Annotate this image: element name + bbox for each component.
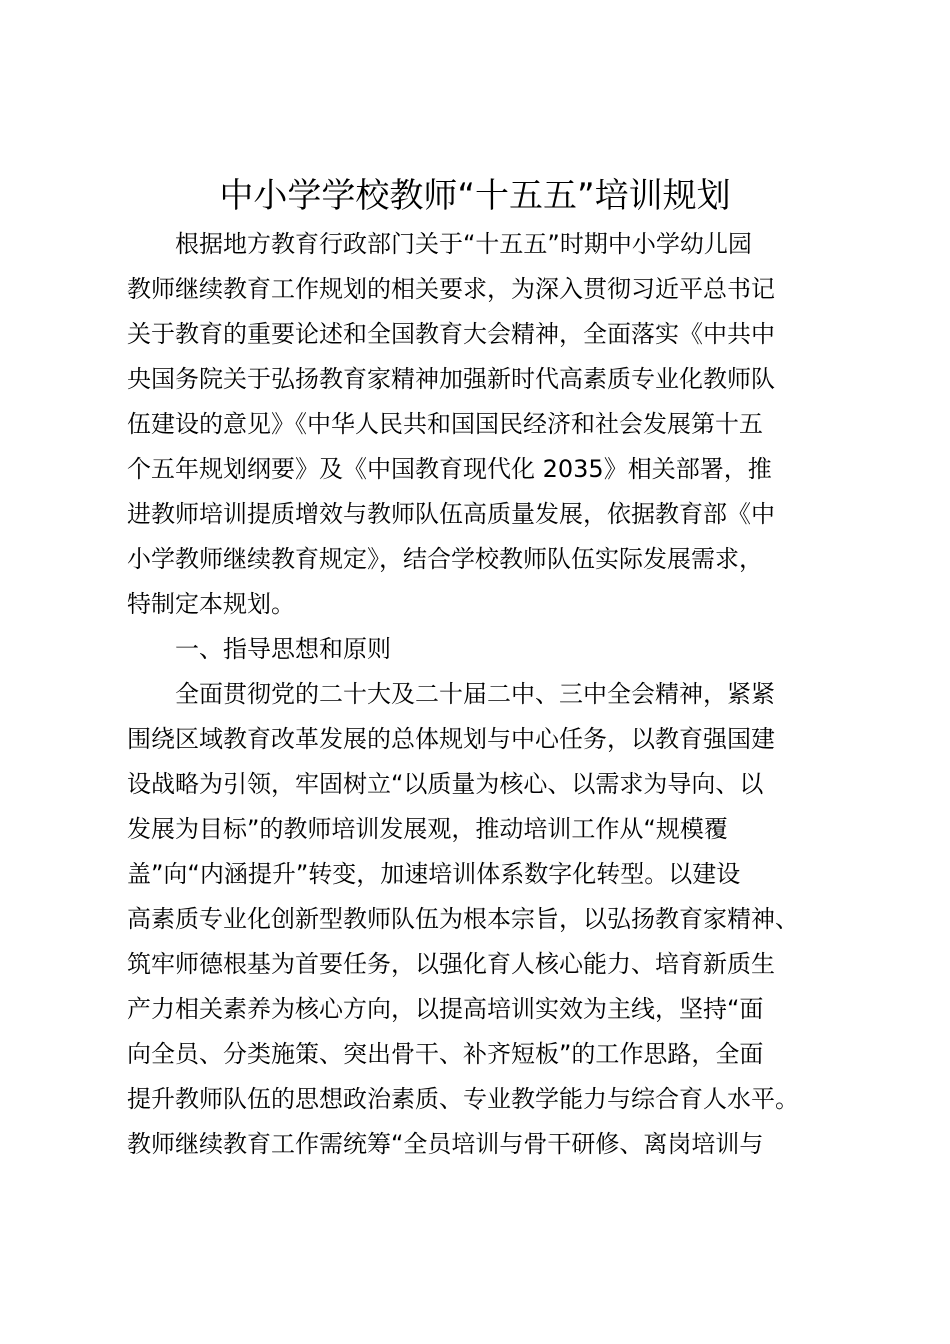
paragraph-line: 筑牢师德根基为首要任务，以强化育人核心能力、培育新质生 [127,950,775,978]
section-heading: 一、指导思想和原则 [175,635,391,663]
paragraph-line: 小学教师继续教育规定》，结合学校教师队伍实际发展需求， [127,545,763,573]
paragraph-line: 围绕区域教育改革发展的总体规划与中心任务，以教育强国建 [127,725,775,753]
paragraph-line: 个五年规划纲要》及《中国教育现代化 2035》相关部署，推 [127,455,772,483]
paragraph-line: 进教师培训提质增效与教师队伍高质量发展，依据教育部《中 [127,500,775,528]
paragraph-line: 央国务院关于弘扬教育家精神加强新时代高素质专业化教师队 [127,365,775,393]
document-title: 中小学学校教师“十五五”培训规划 [219,176,731,216]
paragraph-line: 发展为目标”的教师培训发展观，推动培训工作从“规模覆 [127,815,728,843]
paragraph-line: 特制定本规划。 [127,590,295,618]
paragraph-line: 教师继续教育工作规划的相关要求，为深入贯彻习近平总书记 [127,275,775,303]
paragraph-line: 设战略为引领，牢固树立“以质量为核心、以需求为导向、以 [127,770,764,798]
paragraph-line: 关于教育的重要论述和全国教育大会精神，全面落实《中共中 [127,320,775,348]
paragraph-line: 伍建设的意见》《中华人民共和国国民经济和社会发展第十五 [127,410,763,438]
paragraph-line: 教师继续教育工作需统筹“全员培训与骨干研修、离岗培训与 [127,1130,764,1158]
paragraph-line: 盖”向“内涵提升”转变，加速培训体系数字化转型。以建设 [127,860,741,888]
paragraph-line: 提升教师队伍的思想政治素质、专业教学能力与综合育人水平。 [127,1085,799,1113]
paragraph-line: 全面贯彻党的二十大及二十届二中、三中全会精神，紧紧 [175,680,775,708]
paragraph-line: 高素质专业化创新型教师队伍为根本宗旨，以弘扬教育家精神、 [127,905,799,933]
paragraph-line: 根据地方教育行政部门关于“十五五”时期中小学幼儿园 [175,230,752,258]
paragraph-line: 向全员、分类施策、突出骨干、补齐短板”的工作思路，全面 [127,1040,764,1068]
paragraph-line: 产力相关素养为核心方向，以提高培训实效为主线，坚持“面 [127,995,764,1023]
